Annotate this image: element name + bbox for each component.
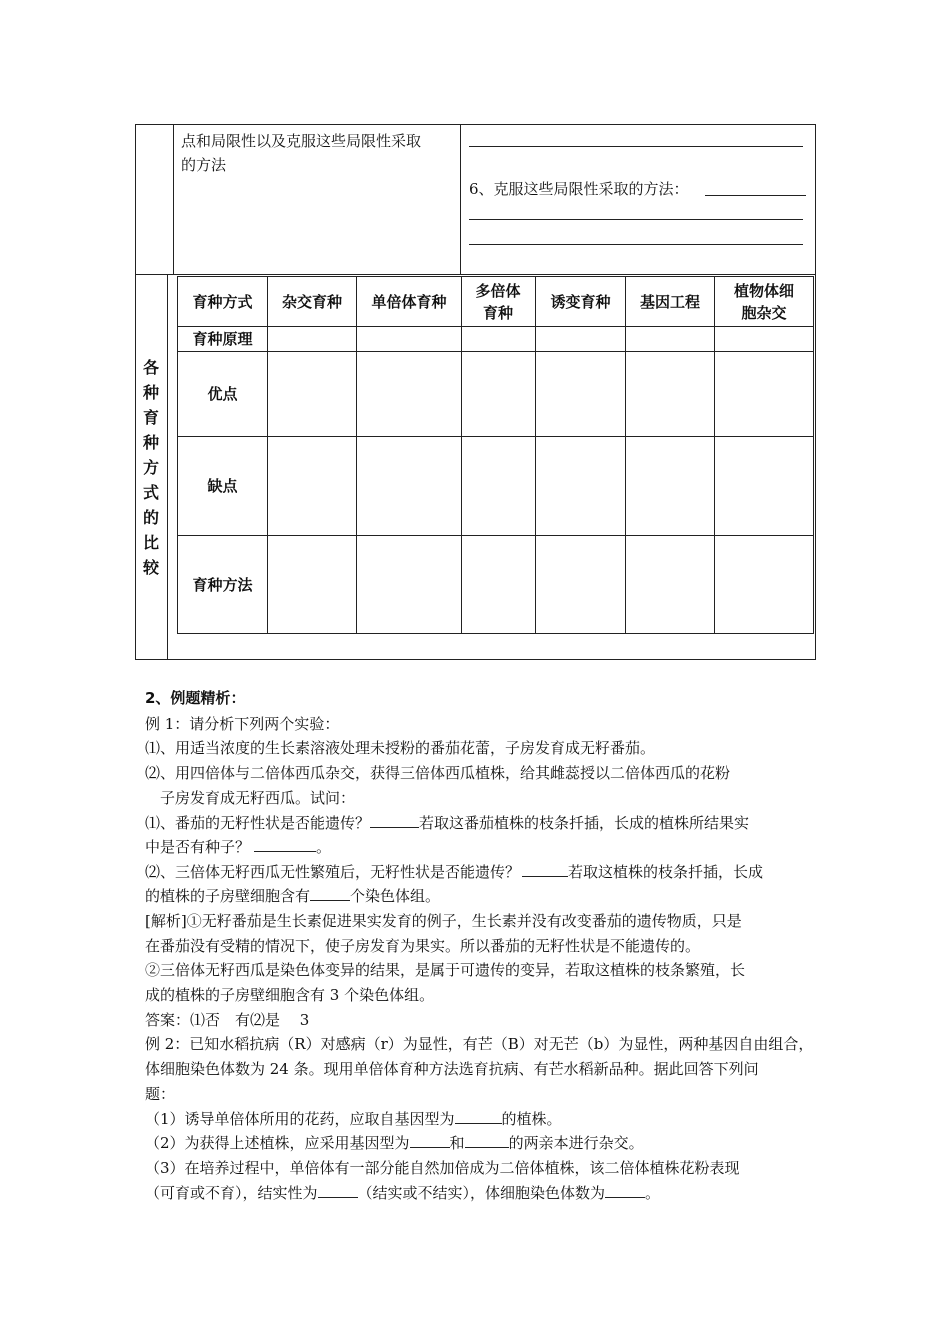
ex2-line1: 例 2：已知水稻抗病（R）对感病（r）为显性，有芒（B）对无芒（b）为显性，两种基因自由组合， (145, 1035, 814, 1053)
analysis-line2: 在番茄没有受精的情况下，使子房发育为果实。所以番茄的无籽性状是不能遗传的。 (145, 937, 701, 955)
ex1-item2-line2: 子房发育成无籽西瓜。试问： (160, 789, 356, 807)
ex1-item1: ⑴、用适当浓度的生长素溶液处理未授粉的番茄花蕾，子房发育成无籽番茄。 (145, 739, 656, 757)
answer-line-text: 答案：⑴否 有⑵是 3 (145, 1011, 310, 1029)
side-char: 育 (142, 408, 159, 427)
header-cell: 育种方式 (192, 292, 253, 311)
ex2-q1-text-b: 的植株。 (501, 1110, 562, 1128)
analysis-line1: [解析]①无籽番茄是生长素促进果实发育的例子，生长素并没有改变番茄的遗传物质，只是 (145, 912, 742, 930)
side-char: 各 (142, 358, 159, 377)
q2-text-b: 若取这植株的枝条扦插，长成 (568, 863, 764, 881)
ex2-q2-text-c: 的两亲本进行杂交。 (508, 1134, 644, 1152)
side-char: 种 (142, 383, 159, 402)
q1-line2 (145, 837, 331, 857)
ex2-line2: 体细胞染色体数为 24 条。现用单倍体育种方法选育抗病、有芒水稻新品种。据此回答下列问 (145, 1060, 759, 1078)
ex2-line3: 题： (145, 1085, 176, 1103)
header-cell: 植物体细胞杂交 (733, 281, 794, 322)
side-char: 方 (142, 458, 159, 477)
ex2-q3-text-b: （可育或不育），结实性为 (145, 1184, 318, 1202)
q2-text-d: 个染色体组。 (350, 887, 441, 905)
ex2-q2-text-a: （2）为获得上述植株，应采用基因型为 (145, 1134, 410, 1152)
header-cell: 基因工程 (639, 292, 700, 311)
q1-text-d: 。 (316, 838, 332, 856)
answer-line (469, 146, 803, 147)
ex1-item2-line1: ⑵、用四倍体与二倍体西瓜杂交，获得三倍体西瓜植株，给其雌蕊授以二倍体西瓜的花粉 (145, 764, 731, 782)
side-char: 种 (142, 433, 159, 452)
q1-text-a: ⑴、番茄的无籽性状是否能遗传？ (145, 814, 371, 832)
q2-text-a: ⑵、三倍体无籽西瓜无性繁殖后，无籽性状是否能遗传？ (145, 863, 521, 881)
ex2-q1 (145, 1109, 562, 1129)
q2-line2 (145, 886, 440, 906)
side-char: 较 (142, 558, 159, 577)
analysis-line4: 成的植株的子房壁细胞含有 3 个染色体组。 (145, 986, 435, 1004)
row-label-disadvantages: 缺点 (207, 477, 238, 495)
ex1-intro: 例 1：请分析下列两个实验： (145, 715, 340, 733)
header-cell: 诱变育种 (550, 292, 611, 311)
ex2-q3-blank-2[interactable] (605, 1183, 645, 1198)
upper-left-text-line2: 的方法 (181, 156, 227, 174)
point6-label: 6、克服这些局限性采取的方法： (469, 180, 689, 198)
q2-text-c: 的植株的子房壁细胞含有 (145, 887, 311, 905)
header-cell: 杂交育种 (281, 292, 342, 311)
ex2-q3-line1: （3）在培养过程中，单倍体有一部分能自然加倍成为二倍体植株，该二倍体植株花粉表现 (145, 1159, 740, 1177)
ex2-q2 (145, 1133, 644, 1153)
ex2-q1-text-a: （1）诱导单倍体所用的花药，应取自基因型为 (145, 1110, 455, 1128)
section-title: 2、例题精析： (145, 689, 246, 707)
ex2-q3-line2 (145, 1183, 660, 1203)
row-label-principle: 育种原理 (192, 330, 253, 348)
q1-blank-2[interactable] (254, 837, 316, 852)
q1-blank-1[interactable] (370, 813, 419, 828)
answer-line (705, 195, 806, 196)
side-char: 式 (142, 483, 159, 502)
ex2-q1-blank[interactable] (455, 1109, 502, 1124)
q1-line1 (145, 813, 749, 833)
header-cell: 单倍体育种 (371, 292, 447, 311)
q2-blank-2[interactable] (310, 886, 350, 901)
ex2-q3-text-c: （结实或不结实），体细胞染色体数为 (357, 1184, 606, 1202)
side-char: 比 (142, 533, 159, 552)
ex2-q2-blank-1[interactable] (410, 1133, 450, 1148)
header-cell: 多倍体育种 (475, 281, 521, 322)
ex2-q3-blank-1[interactable] (318, 1183, 358, 1198)
q2-blank-1[interactable] (522, 862, 568, 877)
q2-line1 (145, 862, 763, 882)
side-char: 的 (142, 508, 159, 527)
row-label-advantages: 优点 (207, 385, 238, 403)
answer-line (469, 244, 803, 245)
upper-left-text-line1: 点和局限性以及克服这些局限性采取 (181, 132, 422, 150)
ex2-q3-text-d: 。 (645, 1184, 661, 1202)
row-label-method: 育种方法 (192, 575, 253, 594)
ex2-q2-blank-2[interactable] (465, 1133, 509, 1148)
ex2-q2-text-b: 和 (449, 1134, 465, 1152)
analysis-line3: ②三倍体无籽西瓜是染色体变异的结果，是属于可遗传的变异，若取这植株的枝条繁殖，长 (145, 961, 746, 979)
answer-line (469, 219, 803, 220)
q1-text-b: 若取这番茄植株的枝条扦插，长成的植株所结果实 (419, 814, 750, 832)
q1-text-c: 中是否有种子？ (145, 838, 251, 856)
